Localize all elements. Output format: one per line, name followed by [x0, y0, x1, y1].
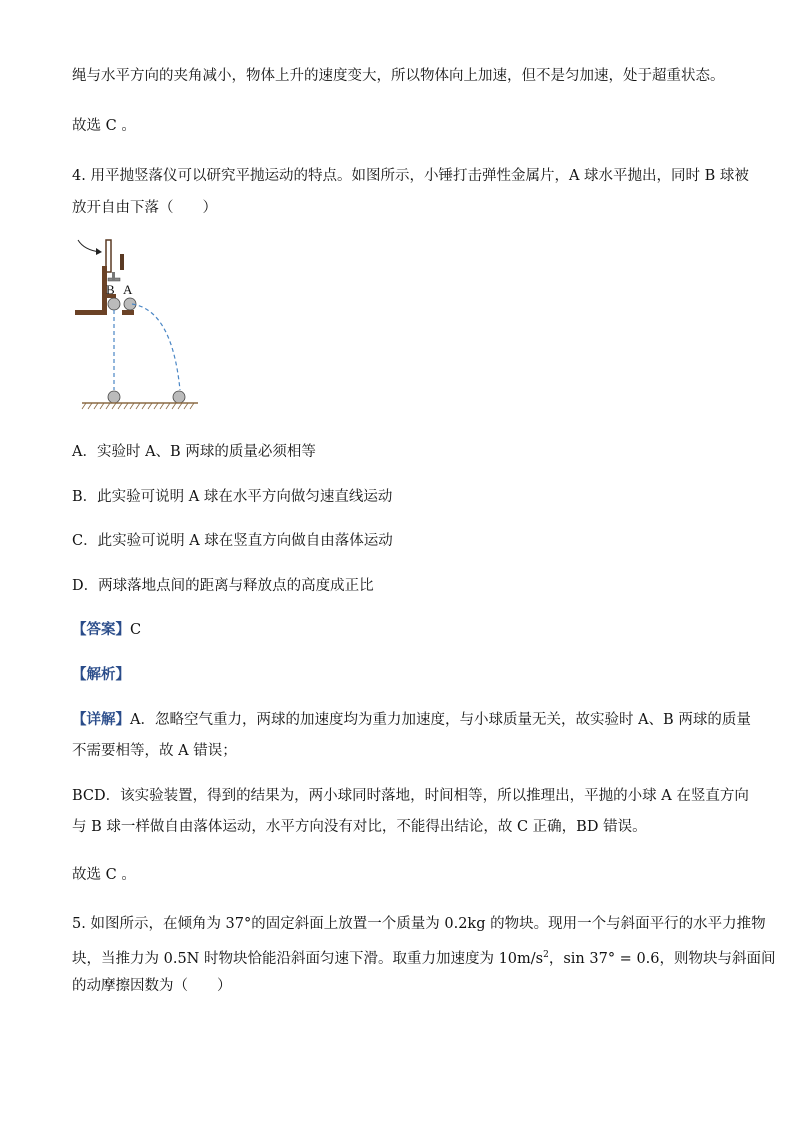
ball-b-landing: [108, 391, 120, 403]
detail-line-4: 与 B 球一样做自由落体运动，水平方向没有对比，不能得出结论，故 C 正确，BD 错误。: [72, 819, 647, 835]
hammer-head: [120, 254, 124, 270]
question-4-stem-line-2: 放开自由下落（ ）: [72, 200, 217, 216]
question-5-stem-line-1: 5. 如图所示，在倾角为 37°的固定斜面上放置一个质量为 0.2kg 的物块。现用一个与斜面平行的水平力推物: [72, 916, 766, 932]
detail-line-3: BCD．该实验装置，得到的结果为，两小球同时落地，时间相等，所以推理出，平抛的小球 A 在竖直方向: [72, 788, 749, 804]
question-4-option-c: C．此实验可说明 A 球在竖直方向做自由落体运动: [72, 533, 393, 549]
question-4-option-a: A．实验时 A、B 两球的质量必须相等: [72, 444, 316, 460]
analysis-tag: 【解析】: [72, 666, 130, 683]
detail-line-2: 不需要相等，故 A 错误；: [72, 743, 237, 759]
previous-explanation-line: 绳与水平方向的夹角减小，物体上升的速度变大，所以物体向上加速，但不是匀加速，处于超重状态。: [72, 68, 725, 84]
detail-tag: 【详解】: [72, 711, 130, 728]
metal-strip: [112, 272, 115, 280]
arrow-head: [96, 248, 102, 255]
detail-line-1: [72, 710, 751, 730]
stand-base: [75, 310, 107, 315]
ground-hatching: [82, 403, 194, 409]
ball-a-label: A: [123, 282, 133, 297]
answer-tag: 【答案】: [72, 621, 130, 638]
question-4-stem-line-1: 4. 用平抛竖落仪可以研究平抛运动的特点。如图所示，小锤打击弹性金属片，A 球水平抛出，同时 B 球被: [72, 168, 749, 184]
ball-b-label: B: [106, 282, 115, 297]
ball-b-start: [108, 298, 120, 310]
ball-a-trajectory: [132, 304, 180, 390]
q5-line2-part-b: ，sin 37° = 0.6，则物块与斜面间: [548, 950, 776, 967]
previous-conclusion: 故选 C 。: [72, 118, 136, 134]
projectile-apparatus-figure: [72, 238, 212, 418]
question-5-stem-line-3: 的动摩擦因数为（ ）: [72, 978, 232, 994]
question-4-conclusion: 故选 C 。: [72, 867, 136, 883]
ball-a-landing: [173, 391, 185, 403]
q5-exponent: 2: [543, 950, 549, 960]
ledge-right: [122, 310, 134, 315]
question-4-option-b: B．此实验可说明 A 球在水平方向做匀速直线运动: [72, 489, 393, 505]
q5-line2-part-a: 块，当推力为 0.5N 时物块恰能沿斜面匀速下滑。取重力加速度为 10m/s: [72, 950, 544, 967]
detail-text-1: A．忽略空气重力，两球的加速度均为重力加速度，与小球质量无关，故实验时 A、B 两球的质量: [130, 712, 751, 728]
answer-value: C: [130, 622, 142, 638]
question-5-stem-line-2: [72, 945, 776, 969]
question-4-option-d: D．两球落地点间的距离与释放点的高度成正比: [72, 578, 374, 594]
answer-line: [72, 620, 141, 640]
analysis-line: [72, 665, 130, 685]
